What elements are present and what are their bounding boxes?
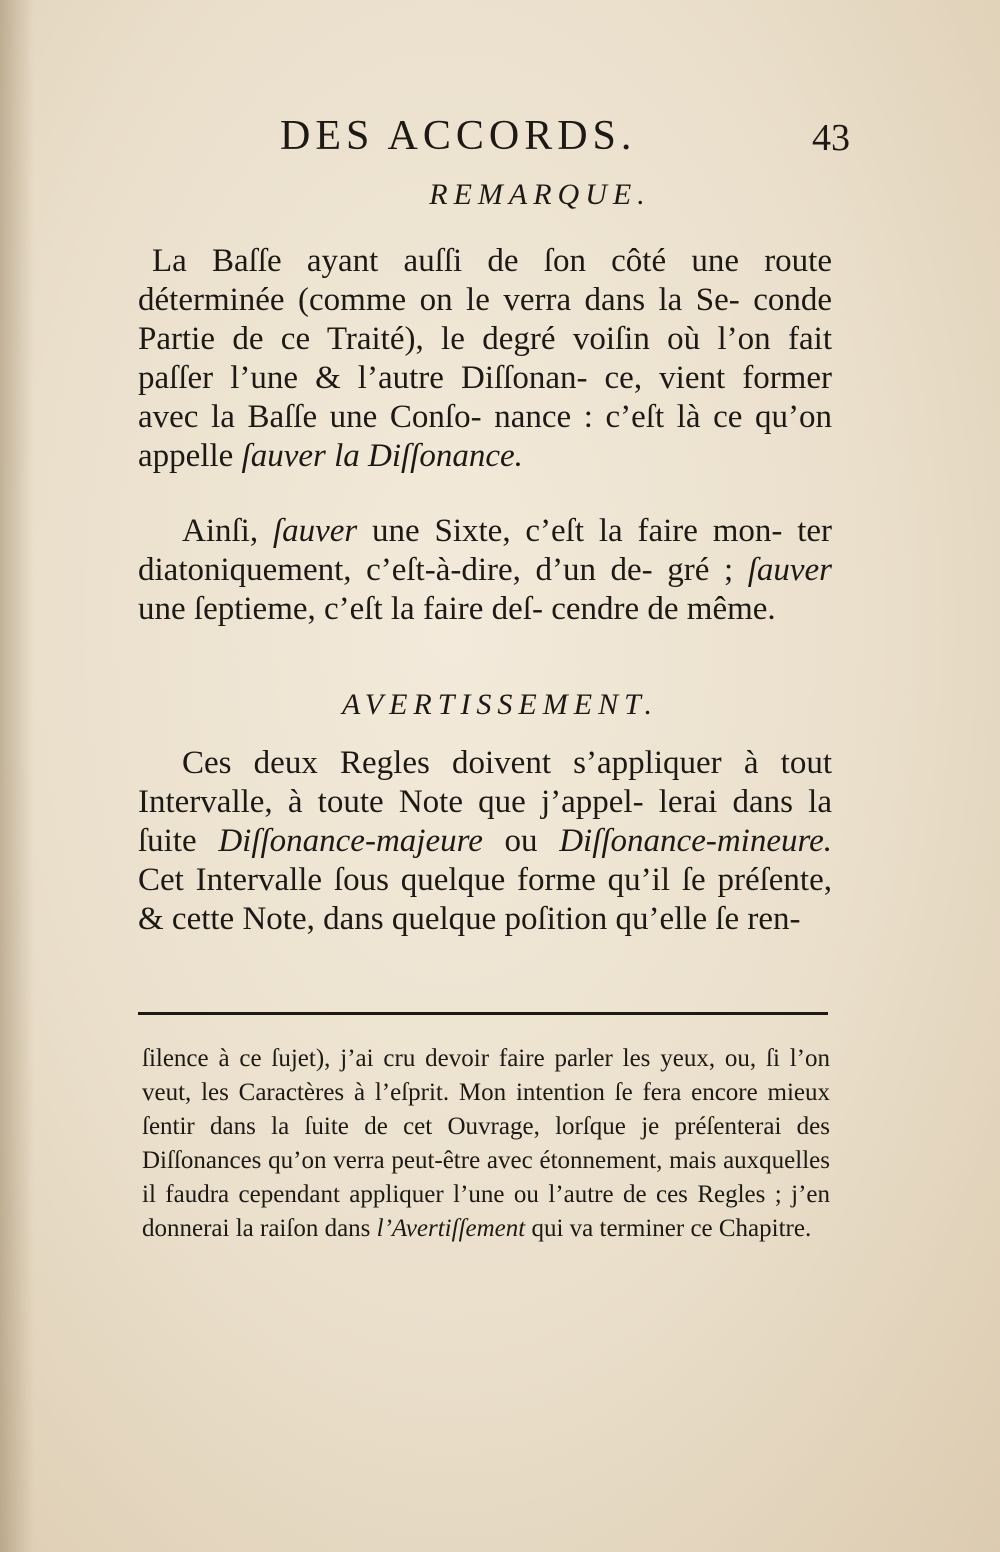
text-run: une Sixte, c’eſt la faire mon‑ ter diatoniquement, c’eſt-à-dire, d’un de‑ gré ; <box>138 513 832 588</box>
remarque-paragraph-2 <box>138 512 832 629</box>
italic-term: ſauver <box>272 513 358 549</box>
italic-term: l’Avertiſſement <box>376 1215 526 1242</box>
italic-term: ſauver <box>747 552 832 588</box>
text-run: ſilence à ce ſujet), j’ai cru devoir faire parler les yeux, ou, ſi l’on veut, les Caractères à l’eſprit. Mon intention ſe fera encore mieux ſentir dans la ſuite de cet Ouvrage, lorſque je préſenterai des Diſſonances qu’on verra peut-être avec étonnement, mais auxquelles il faudra cependant appliquer l’une ou l’autre de ces Regles ; j’en donnerai la raiſon dans <box>142 1045 830 1242</box>
italic-term: Diſſonance‑mineure. <box>559 823 833 859</box>
remarque-paragraph-1 <box>138 242 832 476</box>
footnote-divider <box>138 1012 828 1015</box>
text-run: Ainſi, <box>182 513 273 549</box>
text-run: ou <box>482 823 560 859</box>
footnote <box>142 1042 830 1246</box>
italic-term: ſauver la Diſſonance. <box>241 438 523 474</box>
running-title: DES ACCORDS. <box>280 113 637 159</box>
text-run: une ſeptieme, c’eſt la faire deſ‑ cendre de même. <box>138 591 776 627</box>
remarque-heading: REMARQUE. <box>429 178 651 211</box>
italic-term: Diſſonance‑majeure <box>218 823 483 859</box>
page-number: 43 <box>812 117 850 159</box>
text-run: qui va terminer ce Chapitre. <box>525 1215 812 1242</box>
avertissement-heading: AVERTISSEMENT. <box>341 688 659 721</box>
page-header <box>230 112 850 162</box>
text-run: Cet Intervalle ſous quelque forme qu’il ſe préſente, & cette Note, dans quelque poſition qu’elle ſe ren‑ <box>138 862 832 937</box>
avertissement-paragraph <box>138 744 832 939</box>
text-run: La Baſſe ayant auſſi de ſon côté une route déterminée (comme on le verra dans la Se‑ conde Partie de ce Traité), le degré voiſin où l’on fait paſſer l’une & l’autre Diſſonan‑ ce, vient former avec la Baſſe une Conſo‑ nance : c’eſt là ce qu’on appelle <box>138 243 832 474</box>
text-run: Ces deux Regles doivent s’appliquer à tout Intervalle, à toute Note que j’appel‑ lerai dans la ſuite <box>138 745 832 859</box>
